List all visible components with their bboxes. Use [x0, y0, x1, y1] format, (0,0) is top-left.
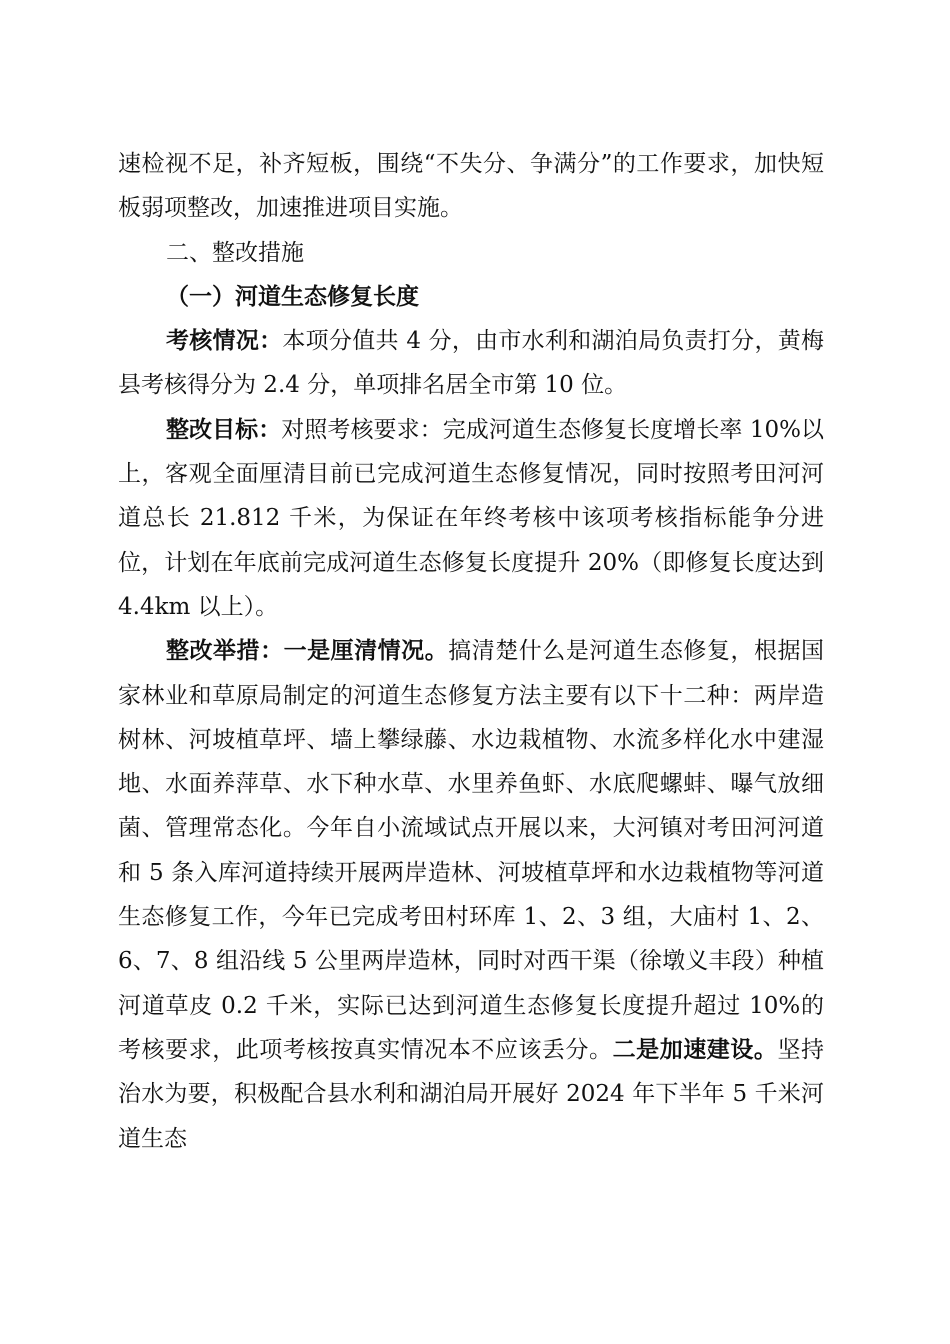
measures-point1-label: 一是厘清情况。 — [283, 638, 449, 665]
intro-paragraph: 速检视不足，补齐短板，围绕“不失分、争满分”的工作要求，加快短板弱项整改，加速推进项目实施。 — [118, 151, 824, 222]
target-label: 整改目标： — [166, 416, 282, 443]
target-text: 对照考核要求：完成河道生态修复长度增长率 10%以上，客观全面厘清目前已完成河道生态修复情况，同时按照考田河河道总长 21.812 千米，为保证在年终考核中该项考核指标能争分进位，计划在年底前完成河道生态修复长度提升 20%（即修复长度达到 4.4km 以上）。 — [118, 416, 825, 620]
measures-paragraph — [118, 629, 824, 1161]
target-paragraph — [118, 408, 824, 629]
document-page — [118, 142, 824, 1161]
subsection-heading: （一）河道生态修复长度 — [166, 283, 419, 310]
assessment-text: 本项分值共 4 分，由市水利和湖泊局负责打分，黄梅县考核得分为 2.4 分，单项排名居全市第 10 位。 — [118, 328, 824, 399]
assessment-paragraph — [118, 319, 824, 408]
measures-point2-text: 坚持治水为要，积极配合县水利和湖泊局开展好 2024 年下半年 5 千米河道生态 — [118, 1036, 825, 1152]
measures-point2-label: 二是加速建设。 — [612, 1036, 778, 1063]
assessment-label: 考核情况： — [166, 328, 283, 355]
section-heading: 二、整改措施 — [166, 239, 304, 266]
measures-point1-text: 搞清楚什么是河道生态修复，根据国家林业和草原局制定的河道生态修复方法主要有以下十二种：两岸造树林、河坡植草坪、墙上攀绿藤、水边栽植物、水流多样化水中建湿地、水面养萍草、水下种水草、水里养鱼虾、水底爬螺蚌、曝气放细菌、管理常态化。今年自小流域试点开展以来，大河镇对考田河河道和 5 条入库河道持续开展两岸造林、河坡植草坪和水边栽植物等河道生态修复工作，今年已完成考田村环库 1、2、3 组，大庙村 1、2、6、7、8 组沿线 5 公里两岸造林，同时对西干渠（徐墩义丰段）种植河道草皮 0.2 千米，实际已达到河道生态修复长度提升超过 10%的考核要求，此项考核按真实情况本不应该丢分。 — [118, 638, 825, 1063]
measures-label: 整改举措： — [166, 638, 284, 665]
